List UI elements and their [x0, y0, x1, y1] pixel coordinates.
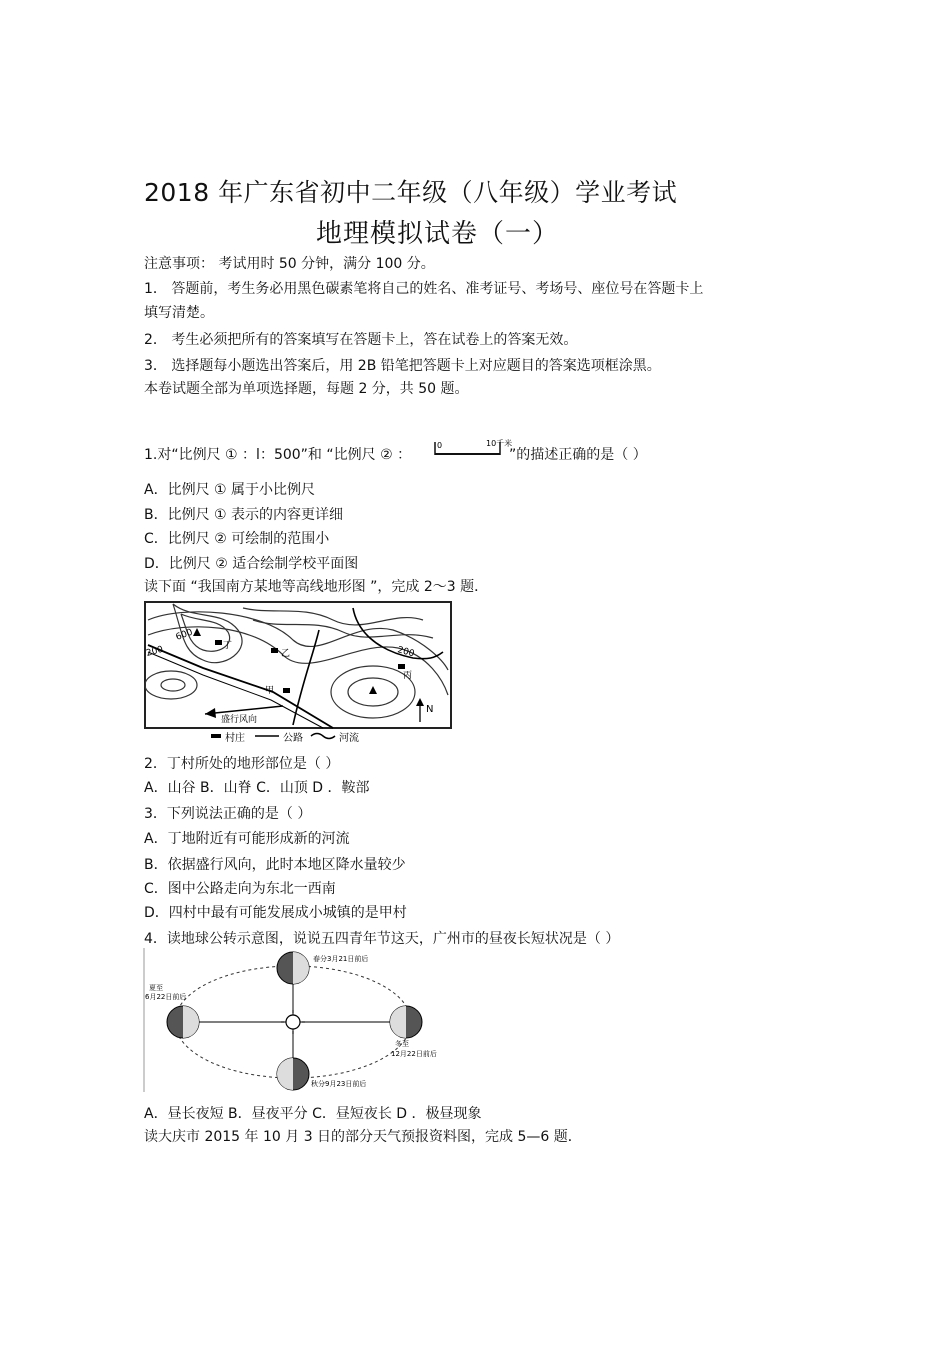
label-autumn-equinox: 秋分9月23日前后 — [311, 1080, 367, 1088]
label-winter-date: 12月22日前后 — [391, 1050, 437, 1058]
q1-stem: 1.对“比例尺 ① ：l：500”和 “比例尺 ② ： — [144, 447, 412, 463]
label-spring-equinox: 春分3月21日前后 — [313, 955, 369, 963]
q2-stem: 2．丁村所处的地形部位是（ ） — [144, 756, 340, 772]
notice-item-2: 2． 考生必须把所有的答案填写在答题卡上，答在试卷上的答案无效。 — [144, 332, 578, 348]
wind-arrow-line — [205, 706, 283, 714]
q3-option-a: A．丁地附近有可能形成新的河流 — [144, 831, 350, 847]
legend-village: 村庄 — [225, 733, 245, 744]
village-ding-label: 丁 — [223, 641, 233, 651]
earth-spring-lit — [293, 952, 309, 984]
elevation-200-left: 200 — [145, 644, 165, 659]
map-intro: 读下面 “我国南方某地等高线地形图 ”，完成 2～3 题． — [144, 579, 489, 595]
village-jia-label: 甲 — [265, 686, 275, 696]
notice-header: 注意事项： 考试用时 50 分钟，满分 100 分。 — [144, 256, 435, 272]
q5-intro: 读大庆市 2015 年 10 月 3 日的部分天气预报资料图，完成 5—6 题． — [144, 1129, 582, 1145]
earth-orbit-figure — [143, 946, 445, 1094]
elevation-600: 600 — [174, 627, 195, 643]
legend-village-symbol — [211, 734, 221, 738]
q1-option-d: D．比例尺 ② 适合绘制学校平面图 — [144, 556, 359, 572]
earth-autumn-lit — [277, 1058, 293, 1090]
q3-option-b: B．依据盛行风向，此时本地区降水量较少 — [144, 857, 406, 873]
label-winter-solstice: 冬至 — [395, 1040, 409, 1048]
river-line — [293, 630, 319, 725]
wind-arrow-head — [205, 708, 216, 718]
contour-line — [148, 612, 448, 670]
q4-stem: 4．读地球公转示意图，说说五四青年节这天，广州市的昼夜长短状况是（ ） — [144, 931, 620, 947]
earth-summer-lit — [183, 1006, 199, 1038]
q3-option-c: C．图中公路走向为东北一西南 — [144, 881, 336, 897]
exam-title: 2018 年广东省初中二年级（八年级）学业考试 — [144, 178, 678, 207]
peak-marker — [369, 686, 377, 694]
contour-line — [161, 679, 185, 691]
notice-item-1: 1． 答题前，考生务必用黑色碳素笔将自己的姓名、准考证号、考场号、座位号在答题卡上 — [144, 281, 704, 297]
notice-item-1-cont: 填写清楚。 — [144, 305, 214, 321]
legend-river-symbol — [311, 734, 335, 739]
village-bing-label: 丙 — [403, 671, 413, 681]
q1-option-a: A．比例尺 ① 属于小比例尺 — [144, 482, 316, 498]
q4-options: A．昼长夜短 B．昼夜平分 C．昼短夜长 D ．极昼现象 — [144, 1106, 482, 1122]
notice-item-3: 3． 选择题每小题选出答案后，用 2B 铅笔把答题卡上对应题目的答案选项框涂黑。 — [144, 358, 661, 374]
paper-title: 地理模拟试卷（一） — [316, 219, 560, 249]
wind-label: 盛行风向 — [221, 715, 258, 725]
village-marker — [398, 664, 405, 669]
sun — [286, 1015, 300, 1029]
q1-option-c: C．比例尺 ② 可绘制的范围小 — [144, 531, 330, 547]
legend-river: 河流 — [339, 733, 359, 744]
label-summer-date: 6月22日前后 — [145, 993, 187, 1001]
village-yi-label: 乙 — [281, 649, 291, 659]
q3-option-d: D．四村中最有可能发展成小城镇的是甲村 — [144, 905, 407, 921]
q2-options: A．山谷 B．山脊 C．山顶 D ．鞍部 — [144, 780, 370, 796]
north-arrow-head — [416, 698, 424, 706]
scale-length-label: 10千米 — [486, 439, 512, 448]
notice-item-4: 本卷试题全部为单项选择题，每题 2 分，共 50 题。 — [144, 381, 469, 397]
scale-zero-label: 0 — [437, 441, 443, 450]
north-label: N — [426, 704, 434, 715]
q1-stem-end: ”的描述正确的是（ ） — [509, 447, 647, 463]
q3-stem: 3．下列说法正确的是（ ） — [144, 806, 312, 822]
label-summer-solstice: 夏至 — [149, 984, 163, 992]
peak-marker — [193, 628, 201, 636]
scale-bar-figure — [432, 434, 512, 460]
contour-line — [243, 608, 423, 625]
contour-map-figure — [143, 600, 453, 744]
village-marker — [283, 688, 290, 693]
elevation-200-right: 200 — [396, 645, 416, 660]
legend-road: 公路 — [283, 733, 303, 744]
contour-line — [145, 671, 197, 699]
village-marker — [271, 648, 278, 653]
village-marker — [215, 640, 222, 645]
q1-option-b: B．比例尺 ① 表示的内容更详细 — [144, 507, 344, 523]
earth-winter-lit — [390, 1006, 406, 1038]
